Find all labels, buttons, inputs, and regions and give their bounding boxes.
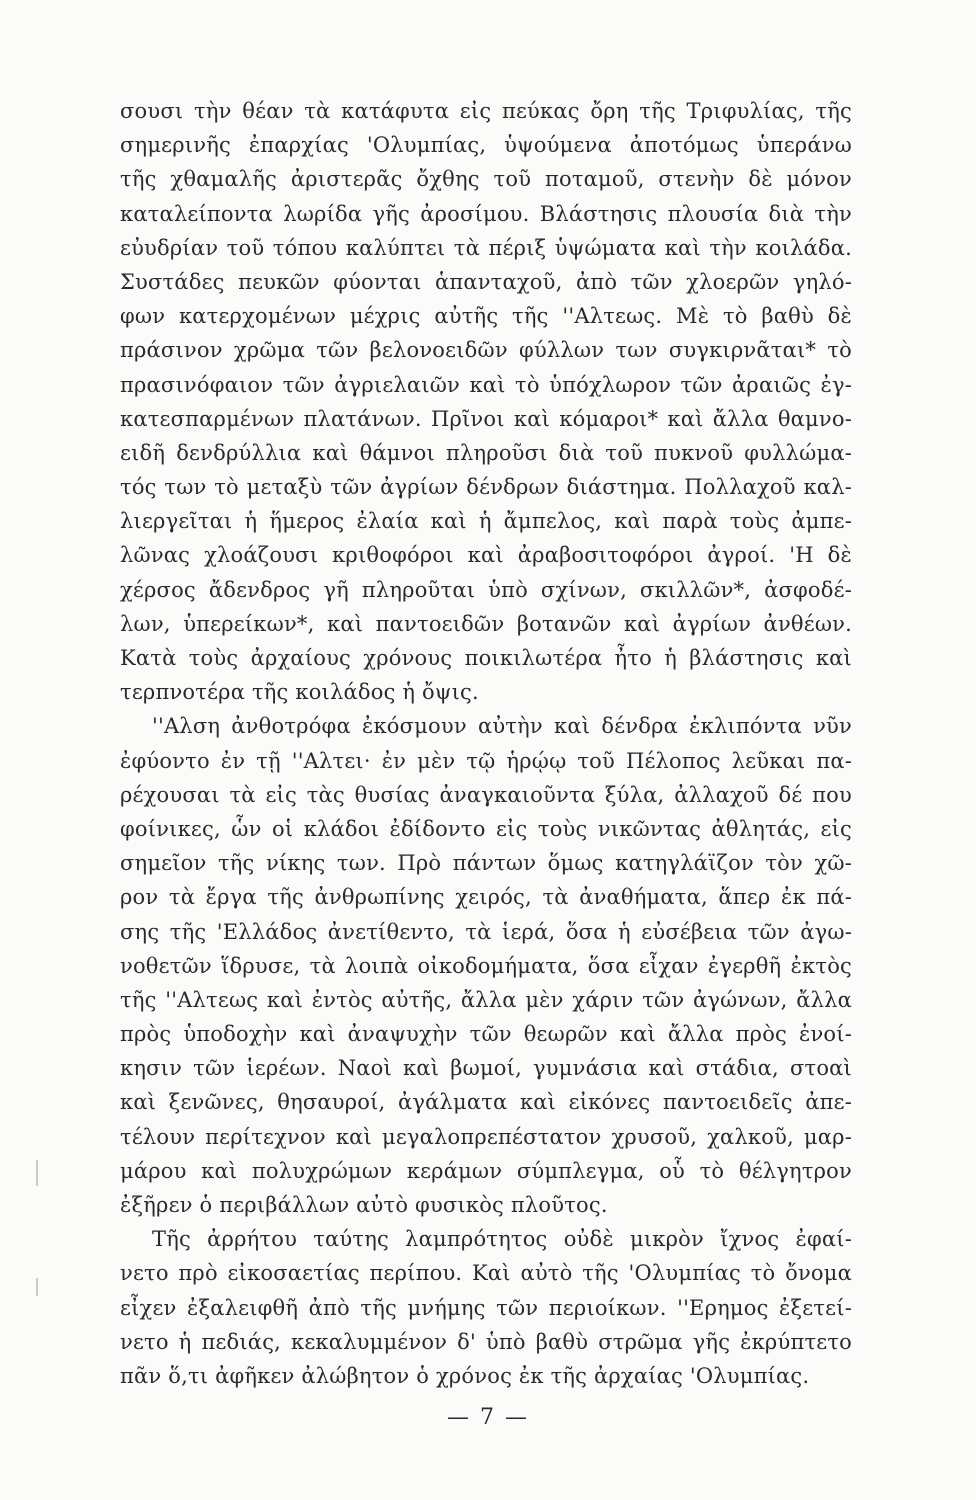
text-line: νετο πρὸ εἰκοσαετίας περίπου. Καὶ αὐτὸ τῆς 'Ολυμπίας τὸ ὄνομα (120, 1261, 852, 1286)
text-line: τῆς χθαμαλῆς ἀριστερᾶς ὄχθης τοῦ ποταμοῦ, στενὴν δὲ μόνον (120, 167, 852, 192)
text-line: σουσι τὴν θέαν τὰ κατάφυτα εἰς πεύκας ὄρη τῆς Τριφυλίας, τῆς (120, 99, 852, 123)
scan-mark (36, 1278, 38, 1296)
text-line: Τῆς ἀρρήτου ταύτης λαμπρότητος οὐδὲ μικρὸν ἴχνος ἐφαί- (152, 1227, 852, 1252)
text-line: κατεσπαρμένων πλατάνων. Πρῖνοι καὶ κόμαροι* καὶ ἄλλα θαμνο- (120, 406, 852, 431)
text-line: εἶχεν ἐξαλειφθῆ ἀπὸ τῆς μνήμης τῶν περιοίκων. ''Ερημος ἐξετεί- (120, 1295, 852, 1320)
text-line: τός των τὸ μεταξὺ τῶν ἀγρίων δένδρων διάστημα. Πολλαχοῦ καλ- (120, 475, 852, 500)
text-line: σημεῖον τῆς νίκης των. Πρὸ πάντων ὅμως κατηγλάϊζον τὸν χῶ- (120, 851, 852, 876)
text-line: νετο ἡ πεδιάς, κεκαλυμμένον δ' ὑπὸ βαθὺ στρῶμα γῆς ἐκρύπτετο (120, 1329, 852, 1354)
body-text (120, 94, 852, 1393)
text-line: ρέχουσαι τὰ εἰς τὰς θυσίας ἀναγκαιοῦντα ξύλα, ἀλλαχοῦ δέ που (120, 782, 852, 807)
text-line: καὶ ξενῶνες, θησαυροί, ἀγάλματα καὶ εἰκόνες παντοειδεῖς ἀπε- (120, 1090, 852, 1115)
text-line: λιεργεῖται ἡ ἥμερος ἐλαία καὶ ἡ ἄμπελος, καὶ παρὰ τοὺς ἀμπε- (120, 509, 852, 534)
text-line: ἐφύοντο ἐν τῇ ''Αλτει· ἐν μὲν τῷ ἡρῴῳ τοῦ Πέλοπος λεῦκαι πα- (120, 748, 852, 773)
text-line: σης τῆς 'Ελλάδος ἀνετίθεντο, τὰ ἱερά, ὅσα ἡ εὐσέβεια τῶν ἀγω- (120, 919, 852, 944)
text-line: λῶνας χλοάζουσι κριθοφόροι καὶ ἀραβοσιτοφόροι ἀγροί. 'Η δὲ (120, 543, 852, 568)
text-line: φων κατερχομένων μέχρις αὐτῆς τῆς ''Αλτεως. Μὲ τὸ βαθὺ δὲ (120, 304, 852, 329)
text-line: σημερινῆς ἐπαρχίας 'Ολυμπίας, ὑψούμενα ἀποτόμως ὑπεράνω (120, 133, 852, 158)
text-line: πρασινόφαιον τῶν ἀγριελαιῶν καὶ τὸ ὑπόχλωρον τῶν ἀραιῶς ἐγ- (120, 372, 852, 397)
text-line: Κατὰ τοὺς ἀρχαίους χρόνους ποικιλωτέρα ἦτο ἡ βλάστησις καὶ (120, 646, 852, 670)
text-line: ρον τὰ ἔργα τῆς ἀνθρωπίνης χειρός, τὰ ἀναθήματα, ἅπερ ἐκ πά- (120, 885, 852, 910)
page-number: — 7 — (447, 1405, 529, 1430)
text-line: Συστάδες πευκῶν φύονται ἁπανταχοῦ, ἀπὸ τῶν χλοερῶν γηλό- (120, 269, 852, 294)
text-line: νοθετῶν ἵδρυσε, τὰ λοιπὰ οἰκοδομήματα, ὅσα εἶχαν ἐγερθῆ ἐκτὸς (120, 953, 852, 978)
text-line: πράσινον χρῶμα τῶν βελονοειδῶν φύλλων των συγκιρνᾶται* τὸ (120, 338, 852, 363)
text-line: κησιν τῶν ἱερέων. Ναοὶ καὶ βωμοί, γυμνάσια καὶ στάδια, στοαὶ (120, 1056, 852, 1081)
text-line: τερπνοτέρα τῆς κοιλάδος ἡ ὄψις. (120, 680, 479, 705)
text-line: τέλουν περίτεχνον καὶ μεγαλοπρεπέστατον χρυσοῦ, χαλκοῦ, μαρ- (120, 1124, 852, 1149)
text-line: πᾶν ὅ,τι ἀφῆκεν ἀλώβητον ὁ χρόνος ἐκ τῆς ἀρχαίας 'Ολυμπίας. (120, 1363, 810, 1388)
text-line: καταλείποντα λωρίδα γῆς ἀροσίμου. Βλάστησις πλουσία διὰ τὴν (120, 201, 852, 226)
text-line: πρὸς ὑποδοχὴν καὶ ἀναψυχὴν τῶν θεωρῶν καὶ ἄλλα πρὸς ἐνοί- (120, 1022, 852, 1047)
text-line: μάρου καὶ πολυχρώμων κεράμων σύμπλεγμα, οὗ τὸ θέλγητρον (120, 1158, 852, 1183)
text-line: εὐυδρίαν τοῦ τόπου καλύπτει τὰ πέριξ ὑψώματα καὶ τὴν κοιλάδα. (120, 235, 852, 260)
text-line: ''Αλση ἀνθοτρόφα ἐκόσμουν αὐτὴν καὶ δένδρα ἐκλιπόντα νῦν (152, 714, 852, 739)
text-line: τῆς ''Αλτεως καὶ ἐντὸς αὐτῆς, ἄλλα μὲν χάριν τῶν ἀγώνων, ἄλλα (120, 987, 852, 1012)
text-line: ἐξῆρεν ὁ περιβάλλων αὐτὸ φυσικὸς πλοῦτος. (120, 1193, 608, 1217)
text-line: χέρσος ἄδενδρος γῆ πληροῦται ὑπὸ σχίνων, σκιλλῶν*, ἀσφοδέ- (120, 577, 852, 602)
scan-mark (36, 1160, 38, 1186)
text-line: φοίνικες, ὧν οἱ κλάδοι ἐδίδοντο εἰς τοὺς νικῶντας ἀθλητάς, εἰς (120, 816, 852, 841)
text-line: λων, ὑπερείκων*, καὶ παντοειδῶν βοτανῶν καὶ ἀγρίων ἀνθέων. (120, 611, 852, 636)
text-line: ειδῆ δενδρύλλια καὶ θάμνοι πληροῦσι διὰ τοῦ πυκνοῦ φυλλώμα- (120, 440, 852, 465)
